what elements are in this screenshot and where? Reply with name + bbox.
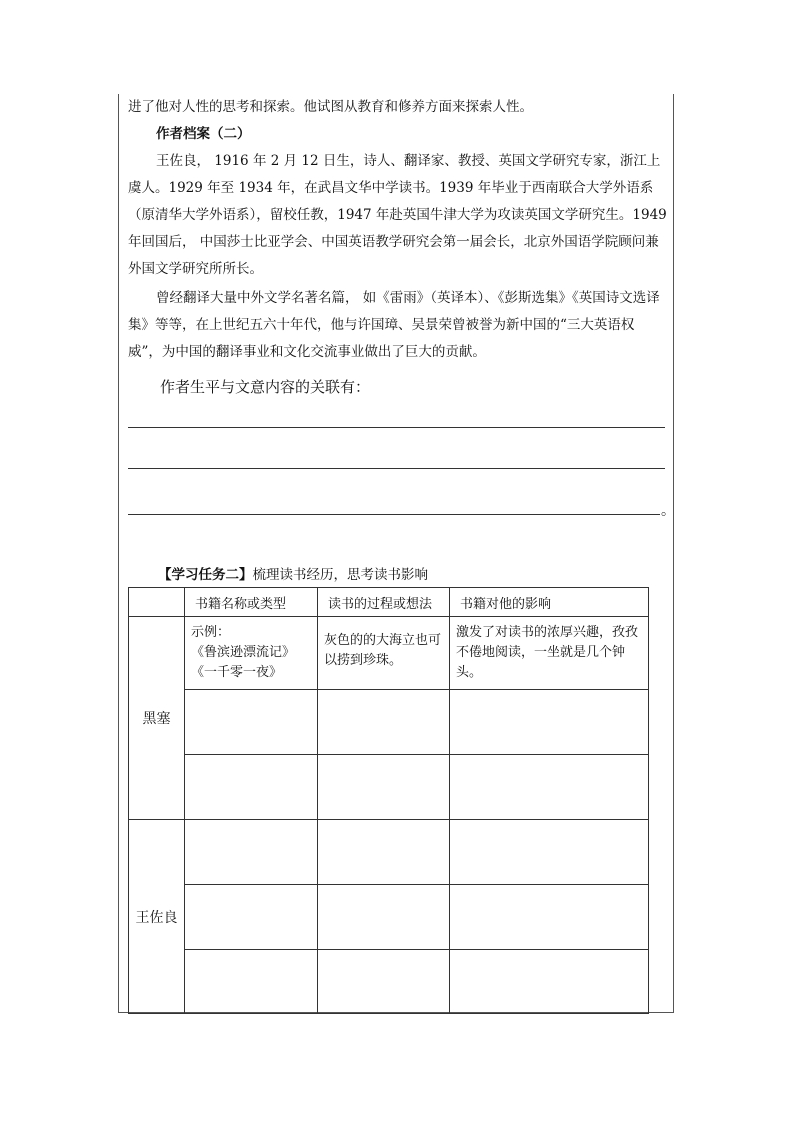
input-cell[interactable]: [318, 950, 450, 1014]
example-book-2: 《一千零一夜》: [191, 665, 283, 680]
input-cell[interactable]: [185, 755, 318, 820]
table-row: [129, 885, 649, 950]
input-cell[interactable]: [450, 690, 649, 755]
table-header-row: [129, 588, 649, 617]
row-label-hesse: 黑塞: [129, 617, 185, 820]
row-label-wang: 王佐良: [129, 820, 185, 1014]
table-row: [129, 820, 649, 885]
task-text: 梳理读书经历，思考读书影响: [252, 567, 428, 583]
task-title: [158, 563, 428, 583]
task-label: 【学习任务二】: [158, 567, 253, 583]
example-label: 示例：: [191, 625, 231, 640]
example-process-cell: 灰色的的大海立也可以捞到珍珠。: [318, 617, 450, 690]
example-impact-cell: 激发了对读书的浓厚兴趣，孜孜不倦地阅读，一坐就是几个钟头。: [450, 617, 649, 690]
table-row: [129, 617, 649, 690]
table-row: [129, 755, 649, 820]
header-blank: [129, 588, 185, 617]
table-row: [129, 950, 649, 1014]
intro-line: 进了他对人性的思考和探索。他试图从教育和修养方面来探索人性。: [128, 99, 533, 115]
example-books-cell: [185, 617, 318, 690]
answer-line-3[interactable]: [128, 514, 660, 515]
header-process: 读书的过程或想法: [318, 588, 450, 617]
input-cell[interactable]: [185, 690, 318, 755]
input-cell[interactable]: [318, 885, 450, 950]
input-cell[interactable]: [318, 820, 450, 885]
answer-end-mark: 。: [661, 503, 675, 519]
header-books: 书籍名称或类型: [185, 588, 318, 617]
input-cell[interactable]: [185, 820, 318, 885]
translation-paragraph: 曾经翻译大量中外文学名著名篇， 如《雷雨》（英译本）、《彭斯选集》《英国诗文选译集》等等，在上世纪五六十年代，他与许国璋、吴景荣曾被誉为新中国的“三大英语权威”，为中国的翻译事业和文化交流事业做出了巨大的贡献。: [128, 290, 660, 360]
bio-paragraph: 王佐良， 1916 年 2 月 12 日生，诗人、翻译家、教授、英国文学研究专家，浙江上虞人。1929 年至 1934 年，在武昌文华中学读书。1939 年毕业于西南联合大学外语系（原清华大学外语系），留校任教，1947 年赴英国牛津大学为攻读英国文学研究生。1949 年回国后， 中国莎士比亚学会、中国英语教学研究会第一届会长，北京外国语学院顾问兼外国文学研究所所长。: [128, 153, 667, 277]
answer-line-1[interactable]: [128, 427, 665, 428]
header-impact: 书籍对他的影响: [450, 588, 649, 617]
reading-table: [128, 587, 649, 1014]
input-cell[interactable]: [450, 820, 649, 885]
input-cell[interactable]: [185, 885, 318, 950]
archive-heading: 作者档案（二）: [156, 126, 251, 142]
relation-prompt: 作者生平与文意内容的关联有：: [160, 378, 371, 396]
table-row: [129, 690, 649, 755]
input-cell[interactable]: [318, 690, 450, 755]
input-cell[interactable]: [185, 950, 318, 1014]
input-cell[interactable]: [318, 755, 450, 820]
answer-line-2[interactable]: [128, 468, 665, 469]
example-book-1: 《鲁滨逊漂流记》: [191, 645, 296, 660]
input-cell[interactable]: [450, 755, 649, 820]
input-cell[interactable]: [450, 950, 649, 1014]
input-cell[interactable]: [450, 885, 649, 950]
